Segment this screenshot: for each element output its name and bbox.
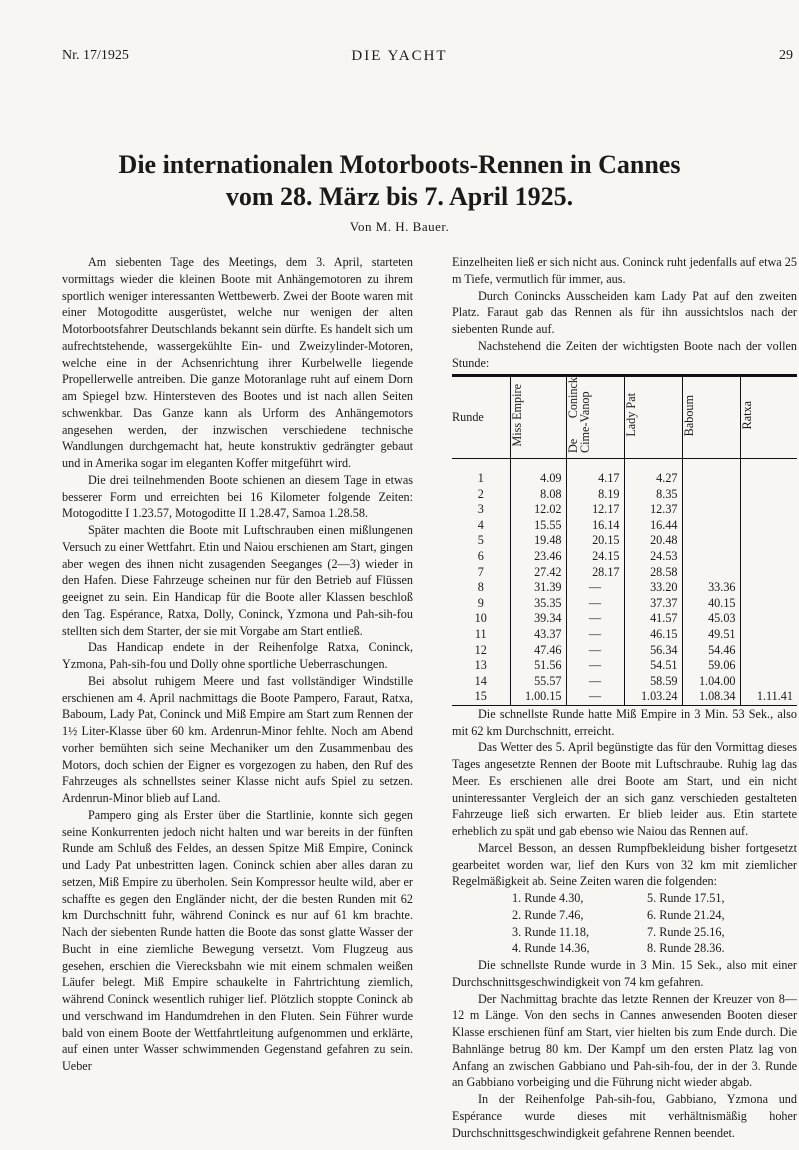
table-cell bbox=[740, 658, 797, 674]
table-cell bbox=[740, 459, 797, 487]
table-row bbox=[452, 611, 797, 627]
column-header-coninck: De Coninck Cime-Vanop bbox=[566, 377, 624, 458]
journal-title: DIE YACHT bbox=[351, 48, 448, 64]
table-cell: 12 bbox=[474, 642, 487, 657]
table-cell: 1 bbox=[477, 471, 484, 485]
column-header-miss-empire: Miss Empire bbox=[510, 377, 566, 458]
round-time: 8. Runde 28.36. bbox=[647, 941, 725, 956]
table-cell bbox=[740, 518, 797, 534]
table-cell: 12.17 bbox=[566, 502, 624, 518]
table-cell: 13 bbox=[474, 658, 487, 673]
table-cell: 41.57 bbox=[624, 611, 682, 627]
table-cell: 28.58 bbox=[624, 565, 682, 581]
table-cell: 45.03 bbox=[682, 611, 740, 627]
table-cell: 9 bbox=[477, 595, 484, 610]
table-row bbox=[452, 487, 797, 503]
table-cell: 51.56 bbox=[510, 658, 566, 674]
table-row bbox=[452, 565, 797, 581]
table-cell: 1.04.00 bbox=[682, 674, 740, 690]
paragraph: Die schnellste Runde hatte Miß Empire in 3 Min. 53 Sek., also mit 62 km Durchschnitt, erreicht. bbox=[452, 706, 797, 738]
table-cell: — bbox=[566, 611, 624, 627]
round-time: 6. Runde 21.24, bbox=[647, 907, 725, 922]
round-time: 3. Runde 11.18, bbox=[512, 924, 590, 939]
table-cell: 8.35 bbox=[624, 487, 682, 503]
table-cell: 4.09 bbox=[510, 459, 566, 487]
table-cell: 33.20 bbox=[624, 580, 682, 596]
table-cell: 1.08.34 bbox=[682, 689, 740, 705]
table-cell: 14 bbox=[474, 673, 487, 688]
table-cell: 39.34 bbox=[510, 611, 566, 627]
table-cell: 5 bbox=[477, 533, 484, 548]
table-cell: 59.06 bbox=[682, 658, 740, 674]
table-row bbox=[452, 596, 797, 612]
round-time: 1. Runde 4.30, bbox=[512, 891, 584, 906]
paragraph: Bei absolut ruhigem Meere und fast vollständiger Windstille erschienen am 4. April nachmittags die Boote Pampero, Faraut, Ratxa, Baboum, Lady Pat, Coninck und Miß Empire am Start zum Rennen der 1½ Liter-Klasse über 60 km. Ardenrun-Minor fehlte. Noch am Abend vorher bemühten sich seine Mechaniker um den Zusammenbau des Motors, doch schien der Eigner es vorgezogen zu haben, den Ruf des Fahrzeuges als schnellstes seiner Klasse nicht aufs Spiel zu setzen. Ardenrun-Minor blieb auf Land. bbox=[62, 673, 413, 805]
table-cell: 46.15 bbox=[624, 627, 682, 643]
column-header-ratxa: Ratxa bbox=[740, 377, 797, 458]
table-cell: — bbox=[566, 580, 624, 596]
table-row bbox=[452, 627, 797, 643]
table-cell: 19.48 bbox=[510, 533, 566, 549]
table-cell bbox=[682, 487, 740, 503]
table-row bbox=[452, 459, 797, 487]
table-cell: 8.19 bbox=[566, 487, 624, 503]
table-cell bbox=[682, 549, 740, 565]
column-header-lady-pat: Lady Pat bbox=[624, 377, 682, 458]
table-cell: 8.08 bbox=[510, 487, 566, 503]
table-cell: 8 bbox=[477, 580, 484, 595]
table-row bbox=[452, 533, 797, 549]
table-cell bbox=[682, 502, 740, 518]
table-cell: 28.17 bbox=[566, 565, 624, 581]
table-cell: 56.34 bbox=[624, 643, 682, 659]
table-cell bbox=[740, 611, 797, 627]
paragraph: Am siebenten Tage des Meetings, dem 3. April, starteten vormittags wieder die kleinen Boote mit Anhängemotoren zu ihrem sportlich weniger interessanten Wettbewerb. Zwei der Boote waren mit einer Motogoditte ausgerüstet, welche nur wenigen der alten Motorbootsfahrer Deutschlands bekannt sein dürfte. Es handelt sich um aufrechtstehende, wassergekühlte Ein- und Zweizylinder-Motoren, welche eine in der Achsenrichtung ihrer Kurbelwelle liegende Propellerwelle antreiben. Die ganze Motoranlage ruht auf einem Dorn am Spiegel bzw. Hintersteven des Bootes und ist nach allen Seiten schwenkbar. Das Ganze kann als Urform des Anhängemotors angesehen werden, der inzwischen verschiedene technische Wandlungen durchgemacht hat, heute konstruktiv gedrängter gebaut und in Amerika sogar im eleganten Koffer mitgeführt wird. bbox=[62, 255, 413, 470]
paragraph: Einzelheiten ließ er sich nicht aus. Coninck ruht jedenfalls auf etwa 25 m Tiefe, vermutlich für immer, aus. bbox=[452, 255, 797, 286]
paragraph: Marcel Besson, an dessen Rumpfbekleidung bisher fortgesetzt gearbeitet worden war, lief den Kurs von 32 km mit ziemlicher Regelmäßigkeit ab. Seine Zeiten waren die folgenden: bbox=[452, 840, 797, 889]
table-row bbox=[452, 674, 797, 690]
table-cell: — bbox=[566, 627, 624, 643]
table-cell: 54.51 bbox=[624, 658, 682, 674]
table-cell bbox=[740, 674, 797, 690]
paragraph: Das Handicap endete in der Reihenfolge Ratxa, Coninck, Yzmona, Pah-sih-fou und Dolly ohne sportliche Ueberraschungen. bbox=[62, 640, 413, 671]
table-cell: 4 bbox=[477, 517, 484, 532]
table-cell bbox=[740, 549, 797, 565]
round-time: 5. Runde 17.51, bbox=[647, 891, 725, 906]
table-row bbox=[452, 689, 797, 705]
table-cell: 1.11.41 bbox=[740, 689, 797, 705]
table-cell bbox=[740, 565, 797, 581]
article-title-line1: Die internationalen Motorboots-Rennen in Cannes bbox=[118, 150, 681, 179]
table-cell bbox=[740, 533, 797, 549]
paragraph: Die schnellste Runde wurde in 3 Min. 15 Sek., also mit einer Durchschnittsgeschwindigkeit von 74 km gefahren. bbox=[452, 958, 797, 989]
table-cell: 12.37 bbox=[624, 502, 682, 518]
table-cell bbox=[682, 533, 740, 549]
table-cell: 4.17 bbox=[566, 459, 624, 487]
table-cell: 43.37 bbox=[510, 627, 566, 643]
table-cell: 37.37 bbox=[624, 596, 682, 612]
issue-number: Nr. 17/1925 bbox=[62, 48, 129, 63]
table-cell: 16.14 bbox=[566, 518, 624, 534]
table-cell: 7 bbox=[477, 564, 484, 579]
paragraph: Das Wetter des 5. April begünstigte das für den Vormittag dieses Tages angesetzte Rennen der Boote mit Luftschraube. Ruhig lag das Meer. Es erschienen alle drei Boote am Start, und ein nicht uninteressanter Vergleich der an sich ganz verschieden gestalteten Fahrzeuge ließ sich erwarten. Er blieb leider aus. Etin startete erheblich zu spät und gab ebenso wie Naiou das Rennen auf. bbox=[452, 740, 797, 839]
table-cell: 20.15 bbox=[566, 533, 624, 549]
table-cell: 23.46 bbox=[510, 549, 566, 565]
table-row bbox=[452, 518, 797, 534]
table-cell: 1.00.15 bbox=[510, 689, 566, 705]
table-cell: — bbox=[566, 596, 624, 612]
table-cell: 24.15 bbox=[566, 549, 624, 565]
table-cell: 15 bbox=[474, 689, 487, 704]
table-cell bbox=[682, 459, 740, 487]
table-cell: 16.44 bbox=[624, 518, 682, 534]
table-cell bbox=[740, 487, 797, 503]
table-cell: 54.46 bbox=[682, 643, 740, 659]
table-row bbox=[452, 643, 797, 659]
table-cell: 2 bbox=[477, 486, 484, 501]
table-cell: 6 bbox=[477, 548, 484, 563]
table-row bbox=[452, 580, 797, 596]
table-row bbox=[452, 502, 797, 518]
table-cell: 15.55 bbox=[510, 518, 566, 534]
left-column bbox=[62, 254, 413, 1075]
table-cell bbox=[740, 643, 797, 659]
table-cell: 24.53 bbox=[624, 549, 682, 565]
column-header-baboum: Baboum bbox=[682, 377, 740, 458]
paragraph: Pampero ging als Erster über die Startlinie, konnte sich gegen seine Konkurrenten jedoch nicht halten und war bereits in der fünften Runde am Schluß des Feldes, an dessen Spitze Miß Empire, Coninck und Lady Pat unbestritten lagen. Coninck schien aber alles daran zu setzen, Miß Empire zu überholen. Sein Kompressor heulte wild, aber er schaffte es gegen den Engländer nicht, der die besten Runden mit 62 km Durchschnitt fuhr, während Coninck es nur auf 61 km brachte. Nach der siebenten Runde hatten die Boote das sonst glatte Wasser der Bucht in eine ziemliche Bewegung versetzt. Vom Flugzeug aus gesehen, erschien die Vierecksbahn wie mit einem schmalen weißen Läufer belegt. Miß Empire schaukelte in Fahrtrichtung ziemlich, während Coninck wesentlich ruhiger lief. Plötzlich stoppte Coninck ab und verschwand im Handumdrehen in den Fluten. Sein Führer wurde bald von einem Boote der Wettfahrtleitung aufgenommen und erklärte, auf einen unter Wasser schwimmenden Gegenstand gefahren zu sein. Ueber bbox=[62, 807, 413, 1073]
table-cell: — bbox=[566, 643, 624, 659]
table-cell: 4.27 bbox=[624, 459, 682, 487]
lap-times-table bbox=[452, 374, 797, 706]
right-column bbox=[452, 254, 797, 1141]
table-cell bbox=[740, 502, 797, 518]
table-cell: 33.36 bbox=[682, 580, 740, 596]
round-time: 4. Runde 14.36, bbox=[512, 941, 590, 956]
table-cell bbox=[682, 565, 740, 581]
table-cell: 3 bbox=[477, 502, 484, 517]
table-cell: — bbox=[566, 689, 624, 705]
round-time: 7. Runde 25.16, bbox=[647, 924, 725, 939]
table-cell: 11 bbox=[474, 626, 487, 641]
table-cell: 49.51 bbox=[682, 627, 740, 643]
table-cell: 35.35 bbox=[510, 596, 566, 612]
round-time: 2. Runde 7.46, bbox=[512, 907, 584, 922]
paragraph: Nachstehend die Zeiten der wichtigsten Boote nach der vollen Stunde: bbox=[452, 338, 797, 370]
column-header-round: Runde bbox=[452, 377, 510, 458]
besson-round-times bbox=[512, 890, 797, 957]
paragraph: Die drei teilnehmenden Boote schienen an diesem Tage in etwas besserer Form und erreichten bei 16 Kilometer folgende Zeiten: Motogoditte I 1.23.57, Motogoditte II 1.28.47, Samoa 1.28.58. bbox=[62, 472, 413, 521]
table-cell: 58.59 bbox=[624, 674, 682, 690]
paragraph: Der Nachmittag brachte das letzte Rennen der Kreuzer von 8—12 m Länge. Von den sechs in Cannes anwesenden Booten dieser Klasse erschienen fünf am Start, vier hielten bis zum Ende durch. Die Bahnlänge betrug 80 km. Der Kampf um den ersten Platz lag von Anfang an zwischen Gabbiano und Pah-sih-fou, der in der 3. Runde an Gabbiano vorbeiging und die Führung nicht wieder abgab. bbox=[452, 991, 797, 1090]
paragraph: Später machten die Boote mit Luftschrauben einen mißlungenen Versuch zu einer Wettfahrt. Etin und Naiou erschienen am Start, gingen aber wegen des ihnen nicht zusagenden Seeganges (2—3) wieder in den Hafen. Diese Fahrzeuge scheinen nur für den Betrieb auf Flüssen geeignet zu sein. Ein Handicap für die Boote aller Klassen beschloß den Tag. Espérance, Ratxa, Dolly, Coninck, Yzmona und Pah-sih-fou stellten sich dem Starter, der sie mit Vorgabe am Start entließ. bbox=[62, 523, 413, 638]
table-cell: 31.39 bbox=[510, 580, 566, 596]
table-cell: 40.15 bbox=[682, 596, 740, 612]
page-number: 29 bbox=[779, 48, 793, 63]
article-title-line2: vom 28. März bis 7. April 1925. bbox=[225, 182, 574, 211]
table-cell: 10 bbox=[474, 611, 487, 626]
table-cell: 27.42 bbox=[510, 565, 566, 581]
table-cell: 1.03.24 bbox=[624, 689, 682, 705]
table-cell bbox=[682, 518, 740, 534]
table-cell: 20.48 bbox=[624, 533, 682, 549]
table-cell bbox=[740, 580, 797, 596]
paragraph: In der Reihenfolge Pah-sih-fou, Gabbiano, Yzmona und Espérance wurde dieses mit verhältnismäßig hoher Durchschnittsgeschwindigkeit gefahrene Rennen beendet. bbox=[452, 1092, 797, 1140]
table-cell: — bbox=[566, 674, 624, 690]
table-cell: — bbox=[566, 658, 624, 674]
table-cell: 12.02 bbox=[510, 502, 566, 518]
table-cell: 55.57 bbox=[510, 674, 566, 690]
table-cell: 47.46 bbox=[510, 643, 566, 659]
author-byline: Von M. H. Bauer. bbox=[349, 219, 450, 234]
table-row bbox=[452, 658, 797, 674]
table-row bbox=[452, 549, 797, 565]
table-cell bbox=[740, 596, 797, 612]
paragraph: Durch Conincks Ausscheiden kam Lady Pat auf den zweiten Platz. Faraut gab das Rennen als für ihn aussichtslos nach der siebenten Runde auf. bbox=[452, 288, 797, 336]
table-cell bbox=[740, 627, 797, 643]
